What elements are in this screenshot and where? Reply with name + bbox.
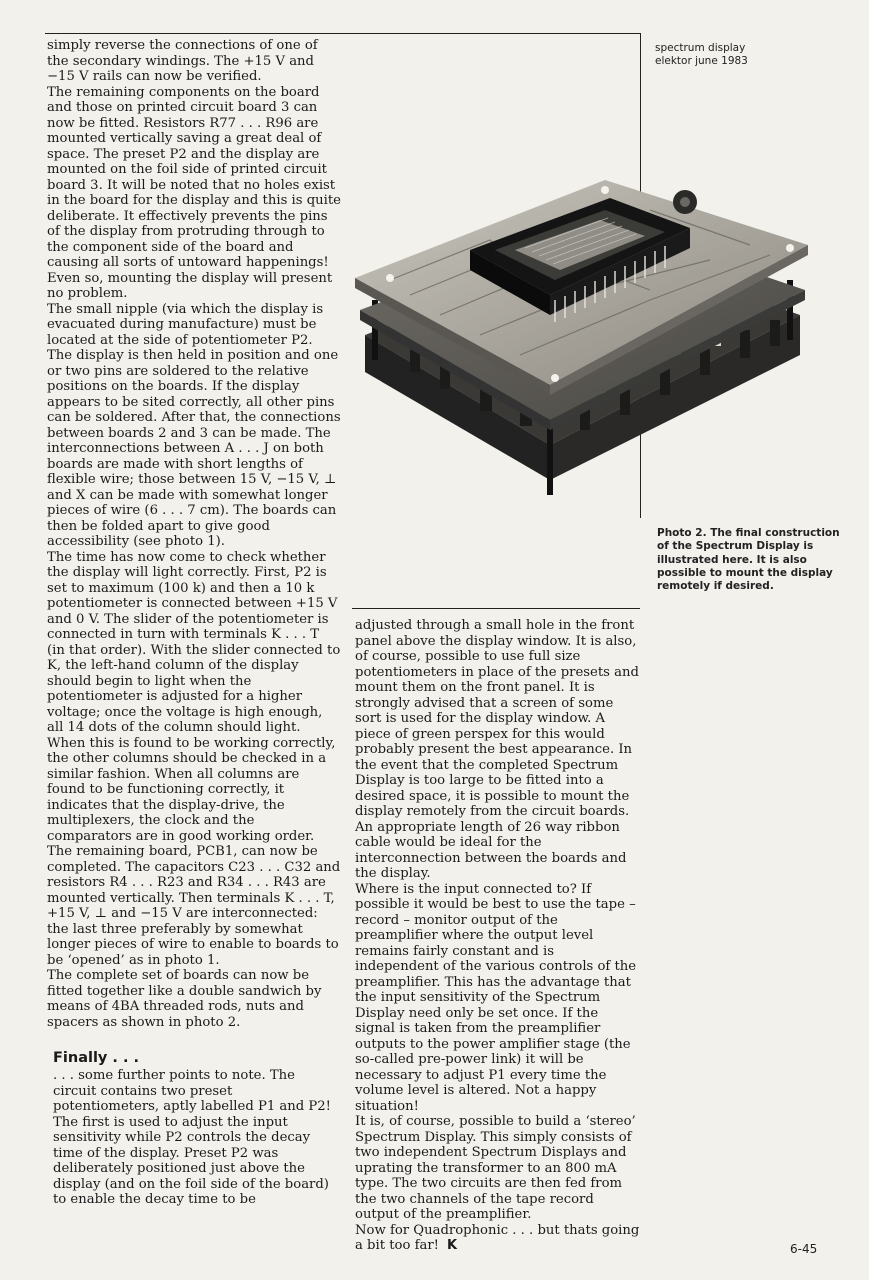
paragraph: The remaining board, PCB1, can now be completed. The capacitors C23 . . . C32 and resistors R4 . . . R23 and R34 . . . R43 are mounted vertically. Then terminals K . . . T, +15 V, ⊥ and −15 V are interconnected: the last three preferably by somewhat longer pieces of wire to enable to boards to be ‘opened’ as in photo 1. xyxy=(47,844,341,968)
paragraph: The remaining components on the board and those on printed circuit board 3 can now be fitted. Resistors R77 . . . R96 are mounted vertically saving a great deal of space. The preset P2 and the display are mounted on the foil side of printed circuit board 3. It will be noted that no holes exist in the board for the display and this is quite deliberate. It effectively prevents the pins of the display from protruding through to the component side of the board and causing all sorts of untoward happenings! Even so, mounting the display will present no problem. xyxy=(47,84,341,301)
column2-rule xyxy=(352,608,640,609)
top-rule xyxy=(45,33,640,34)
closing-line xyxy=(355,1223,641,1254)
source-label xyxy=(655,42,825,68)
paragraph: simply reverse the connections of one of the secondary windings. The +15 V and −15 V rails can now be verified. xyxy=(47,38,318,84)
page-number: 6-45 xyxy=(790,1242,818,1256)
source-title: spectrum display xyxy=(655,42,746,54)
paragraph: . . . some further points to note. The circuit contains two preset potentiometers, aptly labelled P1 and P2! The first is used to adjust the input sensitivity while P2 controls the decay time of the display. Preset P2 was deliberately positioned just above the display (and on the foil side of the board) to enable the decay time to be xyxy=(53,1068,331,1207)
end-of-article-icon: K xyxy=(446,1238,458,1253)
paragraph: The small nipple (via which the display is evacuated during manufacture) must be located at the side of potentiometer P2. The display is then held in position and one or two pins are soldered to the relative positions on the boards. If the display appears to be sited correctly, all other pins can be soldered. After that, the connections between boards 2 and 3 can be made. The interconnections between A . . . J on both boards are made with short lengths of flexible wire; those between 15 V, −15 V, ⊥ and X can be made with somewhat longer pieces of wire (6 . . . 7 cm). The boards can then be folded apart to give good accessibility (see photo 1). xyxy=(47,301,341,549)
section-heading: Finally . . . xyxy=(53,1050,140,1066)
source-issue: elektor june 1983 xyxy=(655,55,748,67)
paragraph: The complete set of boards can now be fitted together like a double sandwich by means of 4BA threaded rods, nuts and spacers as shown in photo 2. xyxy=(47,968,322,1030)
paragraph: It is, of course, possible to build a ‘stereo’ Spectrum Display. This simply consists of two independent Spectrum Displays and uprating the transformer to an 800 mA type. The two circuits are then fed from the two channels of the tape record output of the preamplifier. xyxy=(355,1114,636,1222)
right-column xyxy=(355,618,641,1254)
photo-pcb-assembly xyxy=(350,150,810,530)
closing-text: Now for Quadrophonic . . . but thats going a bit too far! xyxy=(355,1222,640,1253)
paragraph: adjusted through a small hole in the front panel above the display window. It is also, of course, possible to use full size potentiometers in place of the presets and mount them on the front panel. It is strongly advised that a screen of some sort is used for the display window. A piece of green perspex for this would probably present the best appearance. In the event that the completed Spectrum Display is too large to be fitted into a desired space, it is possible to mount the display remotely from the circuit boards. An appropriate length of 26 way ribbon cable would be ideal for the interconnection between the boards and the display. xyxy=(355,618,639,881)
photo-caption: Photo 2. The final construction of the Spectrum Display is illustrated here. It is also possible to mount the display remotely if desired. xyxy=(657,527,840,593)
left-column xyxy=(47,38,341,1208)
paragraph: Where is the input connected to? If possible it would be best to use the tape – record – monitor output of the preamplifier where the output level remains fairly constant and is independent of the various controls of the preamplifier. This has the advantage that the input sensitivity of the Spectrum Display need only be set once. If the signal is taken from the preamplifier outputs to the power amplifier stage (the so-called pre-power link) it will be necessary to adjust P1 every time the volume level is altered. Not a happy situation! xyxy=(355,881,637,1114)
paragraph: The time has now come to check whether the display will light correctly. First, P2 is set to maximum (100 k) and then a 10 k potentiometer is connected between +15 V and 0 V. The slider of the potentiometer is connected in turn with terminals K . . . T (in that order). With the slider connected to K, the left-hand column of the display should begin to light when the potentiometer is adjusted for a higher voltage; once the voltage is high enough, all 14 dots of the column should light. When this is found to be working correctly, the other columns should be checked in a similar fashion. When all columns are found to be functioning correctly, it indicates that the display-drive, the multiplexers, the clock and the comparators are in good working order. xyxy=(47,549,341,844)
